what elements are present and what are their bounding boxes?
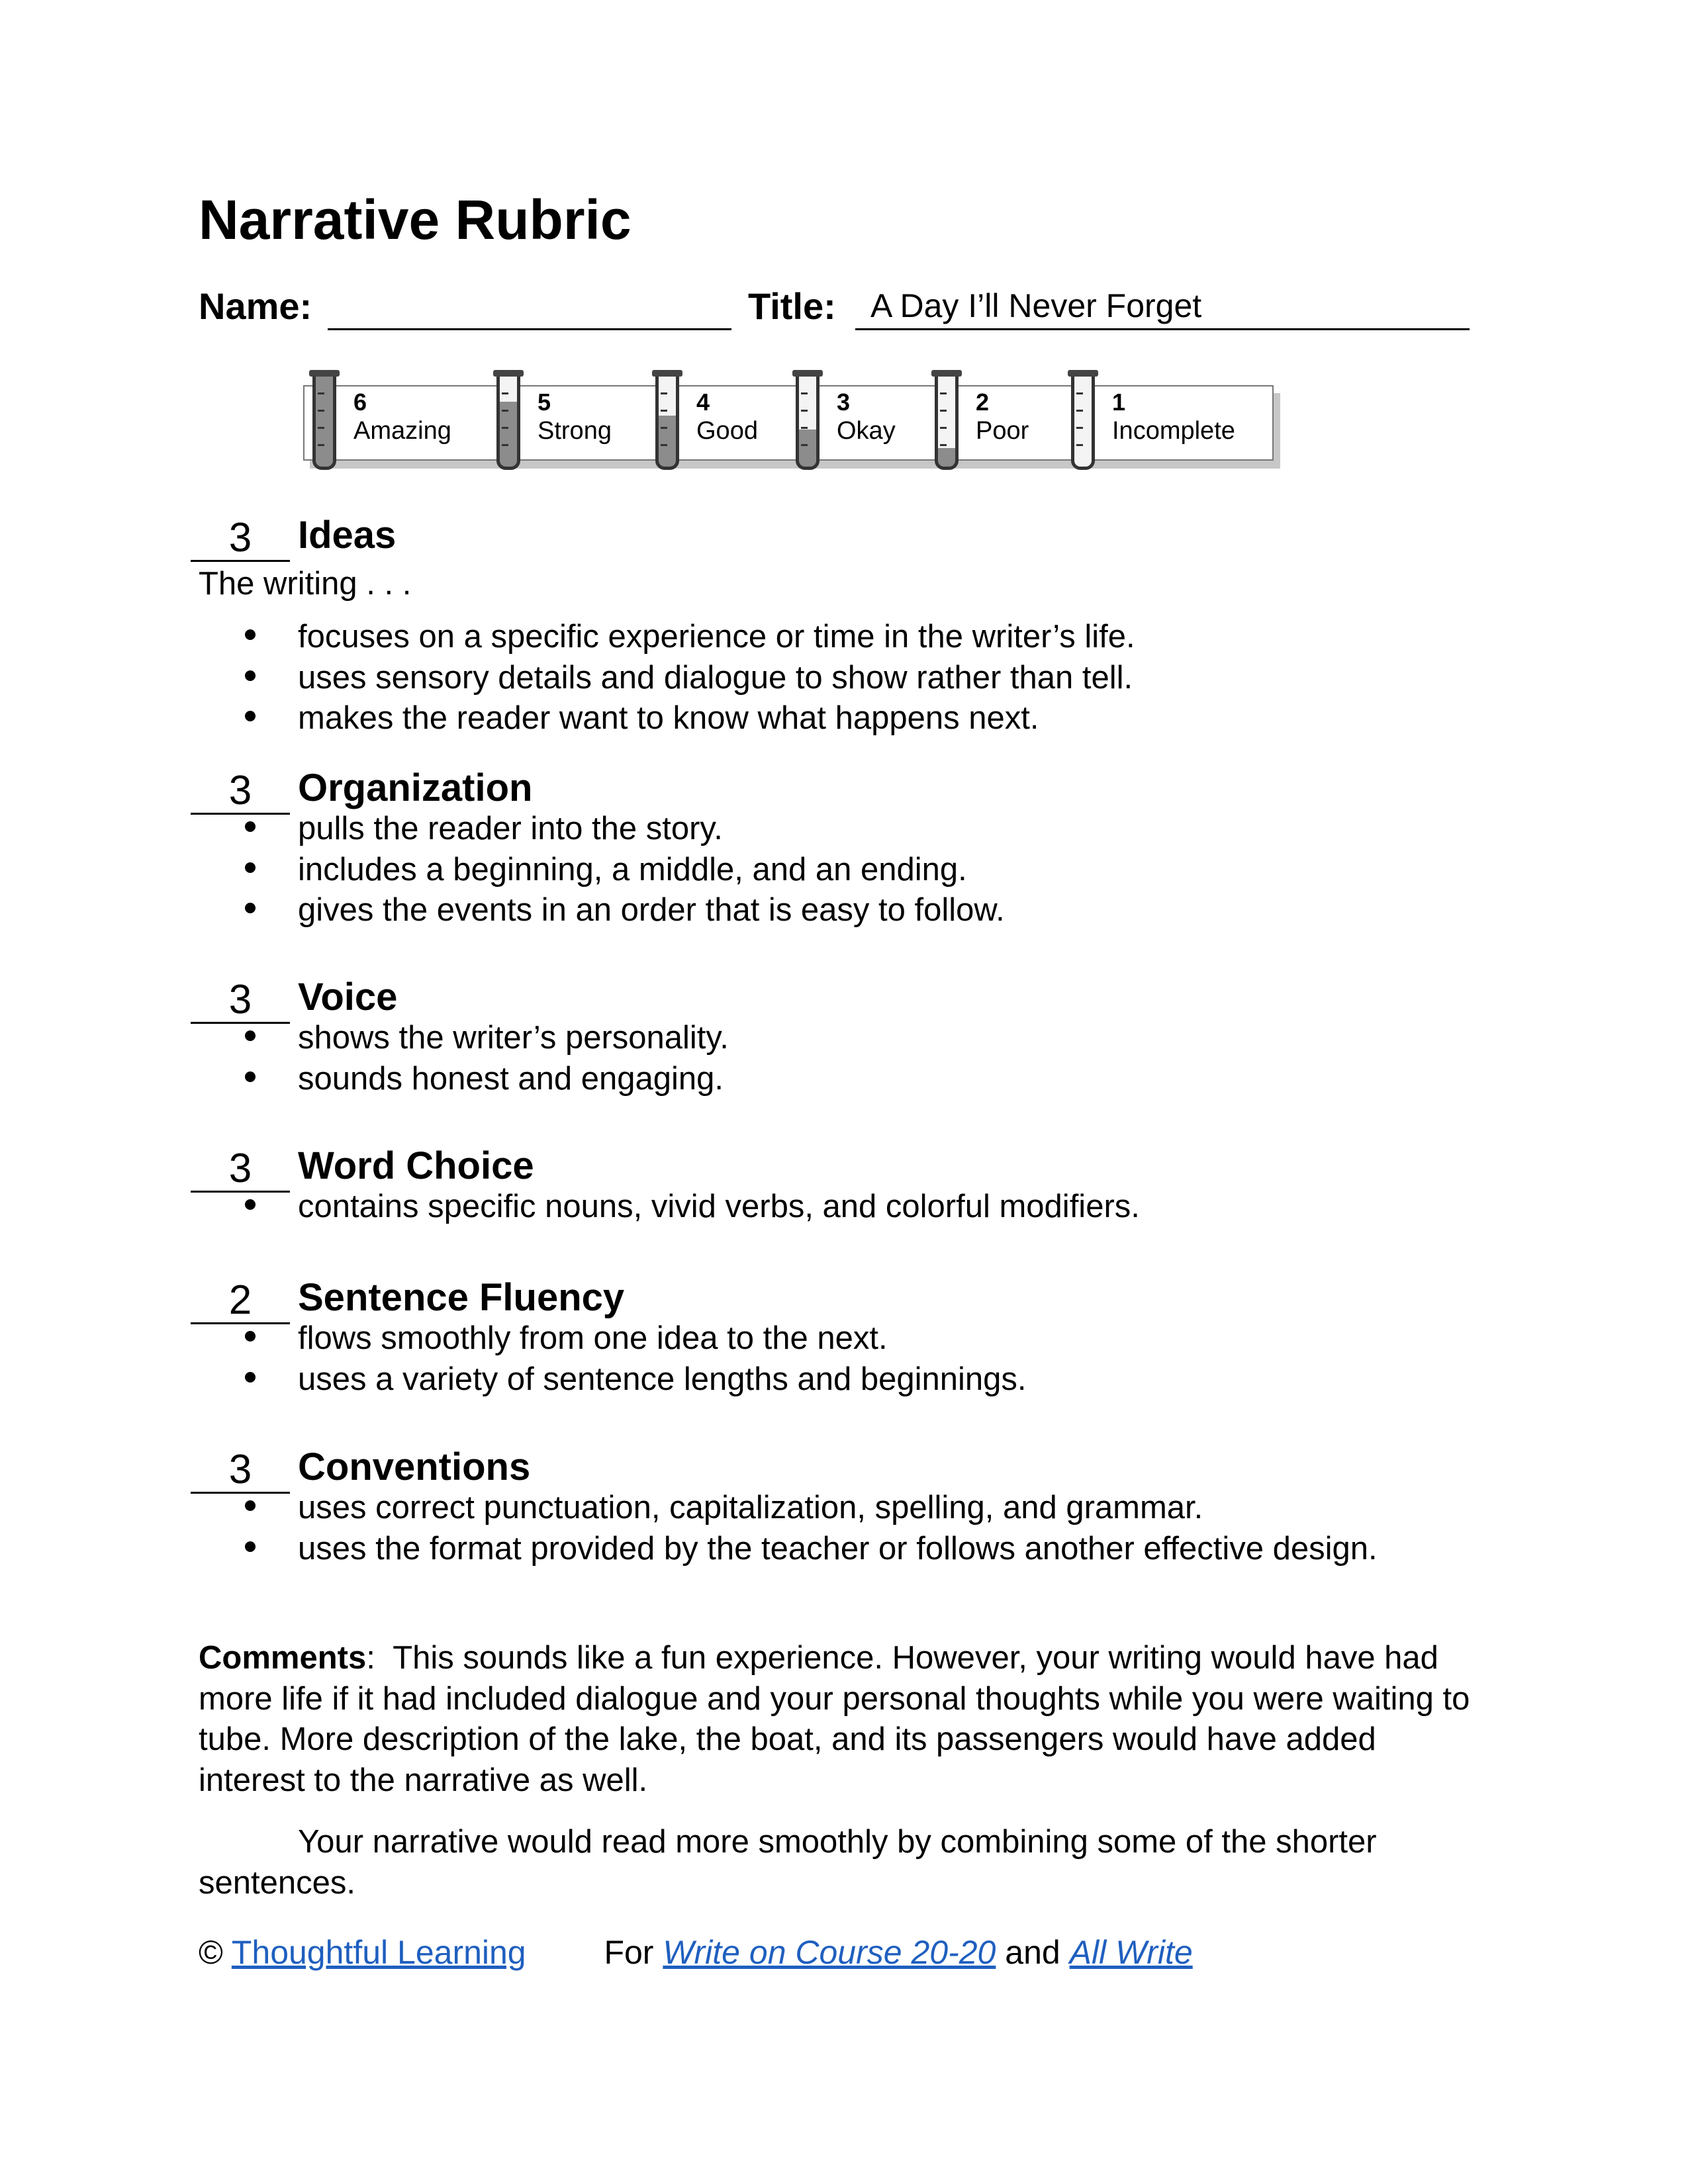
bullet-icon xyxy=(245,1372,256,1383)
tube-tick xyxy=(318,427,324,429)
bullet-text: sounds honest and engaging. xyxy=(298,1060,724,1097)
comments-label: Comments xyxy=(199,1640,367,1676)
and-text: and xyxy=(1005,1934,1060,1971)
score-line xyxy=(191,1492,290,1494)
score-tube-icon xyxy=(655,371,679,470)
bullet-text: uses sensory details and dialogue to show rather than tell. xyxy=(298,659,1133,696)
book1-link[interactable]: Write on Course 20-20 xyxy=(663,1934,996,1971)
trait-score: 3 xyxy=(228,1146,252,1191)
bullet-icon xyxy=(245,670,256,681)
trait-score: 2 xyxy=(228,1277,252,1323)
scale-number: 4 xyxy=(696,388,710,416)
tube-tick xyxy=(661,410,667,412)
bullet-text: pulls the reader into the story. xyxy=(298,811,723,846)
tube-tick xyxy=(940,444,947,446)
trait-score: 3 xyxy=(228,977,252,1023)
tube-tick xyxy=(940,410,947,412)
bullet-icon xyxy=(245,1199,256,1210)
tube-tick xyxy=(801,427,808,429)
score-scale xyxy=(298,371,1274,470)
tube-tick xyxy=(502,392,508,394)
trait-name: Organization xyxy=(298,766,533,809)
tube-tick xyxy=(940,427,947,429)
tube-tick xyxy=(940,392,947,394)
scale-number: 6 xyxy=(353,388,367,416)
tube-tick xyxy=(661,444,667,446)
tube-tick xyxy=(801,444,808,446)
scale-label: Good xyxy=(696,417,758,445)
bullet-icon xyxy=(245,1030,256,1041)
bullet-text: uses correct punctuation, capitalization, spelling, and grammar. xyxy=(298,1490,1203,1525)
book2-link[interactable]: All Write xyxy=(1069,1934,1193,1971)
bullet-icon xyxy=(245,862,256,873)
scale-label: Poor xyxy=(976,417,1029,445)
title-label: Title: xyxy=(748,285,836,327)
bullet-icon xyxy=(245,1071,256,1082)
bullet-text: includes a beginning, a middle, and an ending. xyxy=(298,851,967,887)
tube-tick xyxy=(318,444,324,446)
footer xyxy=(199,1936,1193,1969)
bullet-icon xyxy=(245,903,256,913)
scale-label: Strong xyxy=(538,417,612,445)
bullet-text: focuses on a specific experience or time in the writer’s life. xyxy=(298,619,1135,655)
title-value: A Day I’ll Never Forget xyxy=(870,287,1202,324)
for-text: For xyxy=(604,1934,654,1971)
tube-tick xyxy=(502,427,508,429)
bullet-icon xyxy=(245,1331,256,1342)
tube-tick xyxy=(502,444,508,446)
trait-score: 3 xyxy=(228,515,252,561)
score-tube-icon xyxy=(312,371,336,470)
score-line xyxy=(191,1322,290,1324)
tube-tick xyxy=(1076,410,1083,412)
comments-paragraph-2: Your narrative would read more smoothly by combining some of the shorter sentences. xyxy=(199,1824,1377,1901)
bullet-text: uses a variety of sentence lengths and beginnings. xyxy=(298,1361,1027,1397)
bullet-icon xyxy=(245,629,256,640)
bullet-text: gives the events in an order that is easy to follow. xyxy=(298,892,1005,928)
score-line xyxy=(191,560,290,562)
scale-label: Incomplete xyxy=(1112,417,1235,445)
bullet-icon xyxy=(245,1500,256,1511)
scale-number: 1 xyxy=(1112,388,1126,416)
comments-text-1: This sounds like a fun experience. However, your writing would have had more life if it had included dialogue and your personal thoughts while you were waiting to tube. More description of the lake, the boat, and its passengers would have added interest to the narrative as well. xyxy=(199,1640,1470,1798)
score-tube-icon xyxy=(796,371,820,470)
trait-score: 3 xyxy=(228,768,252,813)
tube-tick xyxy=(1076,444,1083,446)
tube-tick xyxy=(318,392,324,394)
trait-name: Sentence Fluency xyxy=(298,1276,625,1319)
score-line xyxy=(191,813,290,815)
trait-name: Word Choice xyxy=(298,1144,534,1187)
name-label: Name: xyxy=(199,285,312,327)
bullet-icon xyxy=(245,1541,256,1552)
title-field-line xyxy=(855,328,1470,330)
bullet-text: uses the format provided by the teacher or follows another effective design. xyxy=(298,1530,1378,1567)
scale-number: 2 xyxy=(976,388,990,416)
tube-tick xyxy=(801,392,808,394)
tube-tick xyxy=(318,410,324,412)
bullet-text: shows the writer’s personality. xyxy=(298,1020,729,1056)
page-title: Narrative Rubric xyxy=(199,189,632,251)
trait-name: Conventions xyxy=(298,1445,531,1488)
publisher-link[interactable]: Thoughtful Learning xyxy=(231,1934,526,1971)
tube-tick xyxy=(661,427,667,429)
score-tube-icon xyxy=(1071,371,1095,470)
comments-section xyxy=(199,1638,1489,1903)
scale-number: 5 xyxy=(538,388,551,416)
scale-label: Okay xyxy=(837,417,896,445)
scale-number: 3 xyxy=(837,388,851,416)
copyright-symbol: © xyxy=(199,1934,223,1971)
trait-name: Voice xyxy=(298,976,398,1019)
tube-tick xyxy=(1076,392,1083,394)
tube-tick xyxy=(502,410,508,412)
tube-tick xyxy=(1076,427,1083,429)
bullet-text: contains specific nouns, vivid verbs, and colorful modifiers. xyxy=(298,1189,1140,1224)
intro-text: The writing . . . xyxy=(199,566,412,602)
score-tube-icon xyxy=(496,371,520,470)
score-tube-icon xyxy=(935,371,959,470)
bullet-text: flows smoothly from one idea to the next. xyxy=(298,1320,888,1356)
trait-score: 3 xyxy=(228,1447,252,1492)
bullet-icon xyxy=(245,821,256,832)
trait-name: Ideas xyxy=(298,514,397,557)
score-line xyxy=(191,1022,290,1024)
score-line xyxy=(191,1191,290,1193)
bullet-icon xyxy=(245,711,256,721)
bullet-text: makes the reader want to know what happens next. xyxy=(298,700,1039,736)
tube-tick xyxy=(801,410,808,412)
comments-paragraph-1: Comments: This sounds like a fun experience. However, your writing would have had more life if it had included dialogue and your personal thoughts while you were waiting to tube. More description of the lake, the boat, and its passengers would have added interest to the narrative as well. xyxy=(199,1640,1470,1798)
tube-tick xyxy=(661,392,667,394)
name-field-line xyxy=(328,328,731,330)
scale-label: Amazing xyxy=(353,417,451,445)
